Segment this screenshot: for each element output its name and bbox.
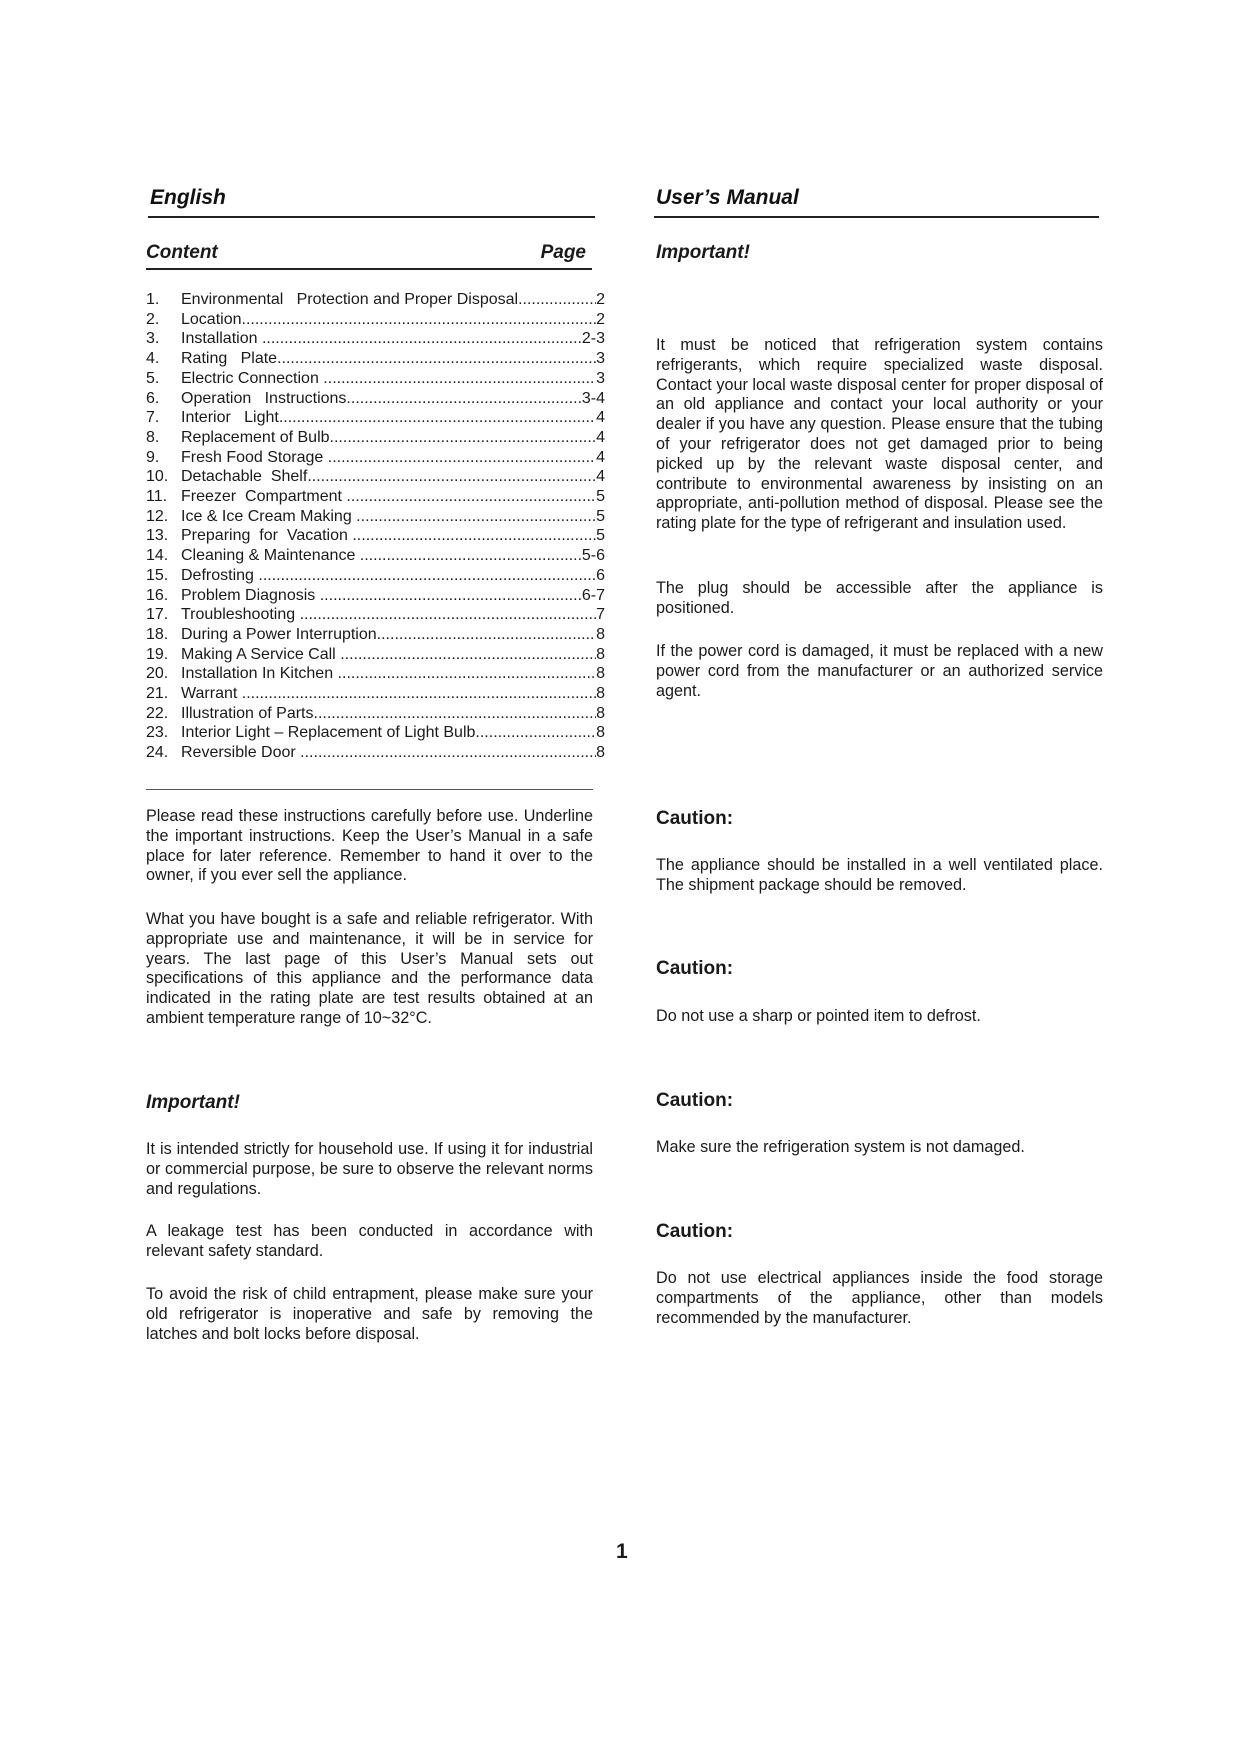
toc-divider bbox=[146, 789, 593, 790]
toc-item-title: Reversible Door bbox=[181, 744, 301, 762]
toc-item bbox=[146, 605, 611, 625]
toc-item-leader bbox=[242, 684, 596, 704]
caution-paragraph-3: Make sure the refrigeration system is not damaged. bbox=[656, 1138, 1025, 1156]
toc-item bbox=[146, 586, 611, 606]
toc-page-label: Page bbox=[540, 242, 586, 263]
toc-item-number: 16. bbox=[146, 586, 169, 604]
toc-item-number: 17. bbox=[146, 606, 169, 624]
toc-item-leader bbox=[377, 625, 596, 645]
toc-item-leader bbox=[300, 743, 596, 763]
toc-item-title: Interior Light – Replacement of Light Bulb bbox=[181, 724, 476, 742]
right-important-paragraph-2: The plug should be accessible after the appliance is positioned. bbox=[656, 579, 1103, 617]
toc-item-title: Installation In Kitchen bbox=[181, 665, 338, 683]
toc-item-page: 5 bbox=[596, 507, 605, 525]
toc-item-title: Illustration of Parts bbox=[181, 704, 314, 722]
toc-item-number: 1. bbox=[146, 291, 160, 308]
right-important-paragraph-1: It must be noticed that refrigeration system contains refrigerants, which require specialized waste disposal. Contact your local waste disposal center for proper disposal of an old appliance and contact your local authority or your dealer if you have any question. Please ensure that the tubing of your refrigerator does not get damaged prior to being picked up by the relevant waste disposal center, and contribute to environmental awareness by insisting on an appropriate, anti-pollution method of disposal. Please see the rating plate for the type of refrigerant and insulation used. bbox=[656, 336, 1103, 533]
toc-item-number: 7. bbox=[146, 409, 160, 427]
toc-item-page: 3 bbox=[596, 369, 605, 387]
toc-item-leader bbox=[262, 329, 582, 349]
toc-item-number: 12. bbox=[146, 507, 169, 525]
toc-item bbox=[146, 566, 611, 586]
toc-item-number: 6. bbox=[146, 389, 160, 407]
toc-item-leader bbox=[518, 290, 596, 310]
toc-item-number: 22. bbox=[146, 704, 169, 722]
toc-item-leader bbox=[307, 467, 596, 487]
toc-item-page: 8 bbox=[596, 645, 605, 663]
toc-heading: Content bbox=[146, 242, 218, 263]
toc-item-leader bbox=[314, 704, 597, 724]
toc-item-number: 8. bbox=[146, 428, 160, 446]
toc-item-page: 2-3 bbox=[581, 330, 605, 348]
caution-heading-4: Caution: bbox=[656, 1221, 734, 1242]
toc-item bbox=[146, 487, 611, 507]
toc-item bbox=[146, 389, 611, 409]
header-language: English bbox=[148, 186, 595, 218]
toc-item-title: Installation bbox=[181, 330, 262, 348]
toc-item-leader bbox=[320, 586, 582, 606]
toc-item bbox=[146, 369, 611, 389]
toc-item-page: 2 bbox=[596, 310, 605, 328]
toc-item-number: 21. bbox=[146, 685, 169, 703]
left-important-paragraph-1: It is intended strictly for household use. If using it for industrial or commercial purpose, be sure to observe the relevant norms and regulations. bbox=[146, 1140, 593, 1198]
toc-item-leader bbox=[346, 487, 596, 507]
right-important-heading: Important! bbox=[656, 242, 750, 263]
toc-item-leader bbox=[360, 546, 582, 566]
toc-item bbox=[146, 408, 611, 428]
toc-item-number: 18. bbox=[146, 625, 169, 643]
toc-item-page: 4 bbox=[596, 448, 605, 466]
toc-item-page: 7 bbox=[596, 606, 605, 624]
intro-paragraph-1: Please read these instructions carefully before use. Underline the important instructions. Keep the User’s Manual in a safe place for later reference. Remember to hand it over to the owner, if you ever sell the appliance. bbox=[146, 807, 593, 885]
toc-item-title: Preparing for Vacation bbox=[181, 527, 353, 545]
left-important-paragraph-3: To avoid the risk of child entrapment, please make sure your old refrigerator is inoperative and safe by removing the latches and bolt locks before disposal. bbox=[146, 1285, 593, 1343]
toc-item bbox=[146, 428, 611, 448]
toc-item-number: 13. bbox=[146, 527, 169, 545]
toc-item-title: During a Power Interruption bbox=[181, 625, 377, 643]
right-important-paragraph-3: If the power cord is damaged, it must be replaced with a new power cord from the manufacturer or an authorized service agent. bbox=[656, 642, 1103, 700]
toc-item bbox=[146, 645, 611, 665]
toc-item-number: 10. bbox=[146, 468, 169, 486]
toc-item-title: Replacement of Bulb bbox=[181, 428, 330, 446]
toc-item-title: Cleaning & Maintenance bbox=[181, 547, 360, 565]
caution-paragraph-2: Do not use a sharp or pointed item to defrost. bbox=[656, 1007, 981, 1025]
toc-item-page: 6-7 bbox=[581, 586, 605, 604]
toc-item-number: 3. bbox=[146, 330, 160, 348]
left-important-paragraph-2: A leakage test has been conducted in accordance with relevant safety standard. bbox=[146, 1222, 593, 1260]
toc-item-title: Freezer Compartment bbox=[181, 488, 347, 506]
toc-item-leader bbox=[346, 389, 581, 409]
toc-item-title: Problem Diagnosis bbox=[181, 586, 320, 604]
left-important-heading: Important! bbox=[146, 1092, 240, 1113]
toc-item-title: Defrosting bbox=[181, 566, 259, 584]
toc-item-number: 19. bbox=[146, 645, 169, 663]
toc-item-title: Warrant bbox=[181, 685, 242, 703]
toc-item-page: 3-4 bbox=[581, 389, 605, 407]
toc-item bbox=[146, 625, 611, 645]
toc-item-page: 8 bbox=[596, 704, 605, 722]
toc-item-leader bbox=[279, 408, 596, 428]
toc-item-page: 8 bbox=[596, 724, 605, 742]
toc-item-number: 23. bbox=[146, 724, 169, 742]
toc-item-leader bbox=[300, 605, 597, 625]
toc-item-leader bbox=[356, 507, 596, 527]
toc-item bbox=[146, 723, 611, 743]
toc-item-leader bbox=[330, 428, 597, 448]
toc-item-page: 2 bbox=[596, 291, 605, 308]
toc-item-title: Ice & Ice Cream Making bbox=[181, 507, 357, 525]
toc-item-page: 3 bbox=[596, 350, 605, 368]
toc-item-number: 14. bbox=[146, 547, 169, 565]
toc-item-page: 8 bbox=[596, 665, 605, 683]
toc-item-number: 20. bbox=[146, 665, 169, 683]
toc-item-leader bbox=[340, 645, 596, 665]
toc-item-leader bbox=[323, 369, 596, 389]
page-number: 1 bbox=[616, 1540, 628, 1563]
caution-heading-1: Caution: bbox=[656, 808, 734, 829]
toc-item-title: Rating Plate bbox=[181, 350, 278, 368]
toc-item bbox=[146, 684, 611, 704]
header-manual-title: User’s Manual bbox=[654, 186, 1099, 218]
toc-item-number: 24. bbox=[146, 744, 169, 762]
caution-heading-2: Caution: bbox=[656, 958, 734, 979]
toc-item-leader bbox=[328, 448, 596, 468]
toc-item-page: 5 bbox=[596, 527, 605, 545]
table-of-contents bbox=[146, 290, 611, 763]
caution-paragraph-1: The appliance should be installed in a well ventilated place. The shipment package should be removed. bbox=[656, 856, 1103, 894]
toc-item-page: 8 bbox=[596, 625, 605, 643]
toc-item-leader bbox=[242, 310, 597, 330]
toc-item-page: 6 bbox=[596, 566, 605, 584]
toc-item-number: 11. bbox=[146, 488, 168, 506]
caution-paragraph-4: Do not use electrical appliances inside the food storage compartments of the appliance, other than models recommended by the manufacturer. bbox=[656, 1269, 1103, 1327]
toc-item bbox=[146, 290, 611, 310]
toc-item-title: Interior Light bbox=[181, 409, 279, 427]
toc-item bbox=[146, 467, 611, 487]
toc-item bbox=[146, 507, 611, 527]
toc-item-page: 5 bbox=[596, 488, 605, 506]
toc-item bbox=[146, 310, 611, 330]
toc-item-title: Detachable Shelf bbox=[181, 468, 308, 486]
toc-item bbox=[146, 526, 611, 546]
toc-item bbox=[146, 329, 611, 349]
toc-header bbox=[146, 242, 592, 270]
toc-item-leader bbox=[338, 664, 597, 684]
toc-item-number: 9. bbox=[146, 448, 160, 466]
intro-paragraph-2: What you have bought is a safe and reliable refrigerator. With appropriate use and maintenance, it will be in service for years. The last page of this User’s Manual sets out specifications of this appliance and the performance data indicated in the rating plate are test results obtained at an ambient temperature range of 10~32°C. bbox=[146, 910, 593, 1027]
toc-item-number: 2. bbox=[146, 310, 160, 328]
toc-item-page: 5-6 bbox=[581, 547, 605, 565]
toc-item bbox=[146, 546, 611, 566]
toc-item-number: 15. bbox=[146, 566, 169, 584]
toc-item bbox=[146, 448, 611, 468]
toc-item-title: Making A Service Call bbox=[181, 645, 341, 663]
toc-item bbox=[146, 664, 611, 684]
toc-item bbox=[146, 349, 611, 369]
toc-item-title: Operation Instructions bbox=[181, 389, 347, 407]
toc-item-page: 8 bbox=[596, 685, 605, 703]
caution-heading-3: Caution: bbox=[656, 1090, 734, 1111]
toc-item-page: 4 bbox=[596, 428, 605, 446]
toc-item-page: 8 bbox=[596, 744, 605, 762]
toc-item-title: Location bbox=[181, 310, 242, 328]
toc-item-number: 5. bbox=[146, 369, 160, 387]
toc-item-title: Electric Connection bbox=[181, 369, 324, 387]
toc-item-leader bbox=[475, 723, 596, 743]
toc-item bbox=[146, 743, 611, 763]
toc-item-title: Fresh Food Storage bbox=[181, 448, 328, 466]
toc-item-title: Environmental Protection and Proper Disposal bbox=[181, 291, 519, 308]
toc-item bbox=[146, 704, 611, 724]
toc-item-leader bbox=[277, 349, 596, 369]
toc-item-page: 4 bbox=[596, 409, 605, 427]
toc-item-title: Troubleshooting bbox=[181, 606, 300, 624]
toc-item-leader bbox=[258, 566, 596, 586]
toc-item-page: 4 bbox=[596, 468, 605, 486]
toc-item-number: 4. bbox=[146, 350, 160, 368]
toc-item-leader bbox=[352, 526, 596, 546]
